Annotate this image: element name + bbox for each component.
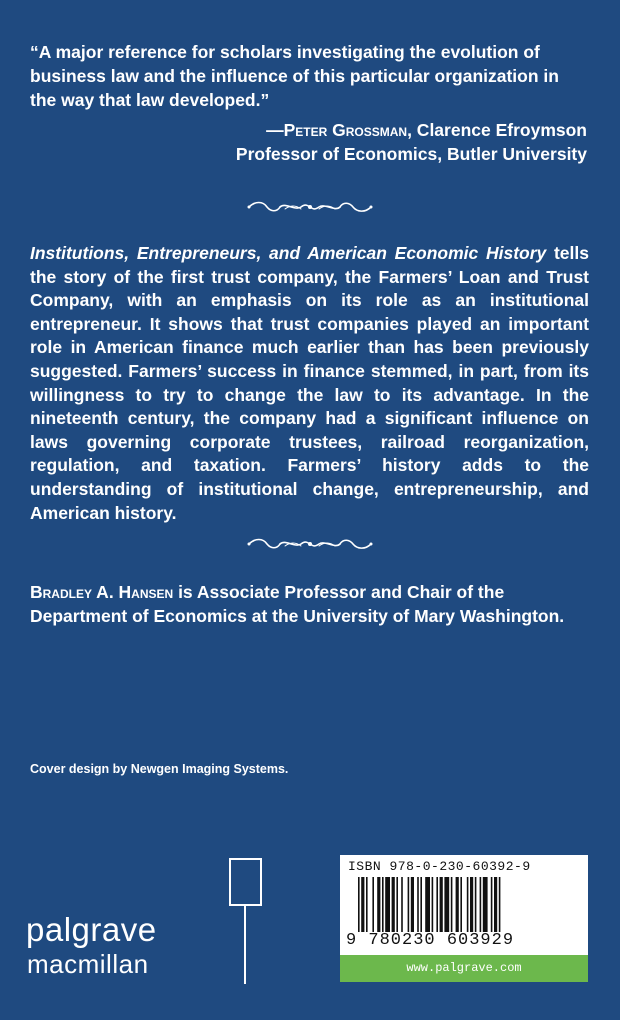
attribution-title-line2: Professor of Economics, Butler University	[235, 144, 587, 164]
barcode-icon	[358, 877, 558, 932]
book-description	[30, 242, 589, 525]
isbn-label: ISBN 978-0-230-60392-9	[348, 859, 531, 874]
author-name: Bradley A. Hansen	[30, 582, 174, 602]
author-bio	[30, 581, 590, 628]
publisher-imprint: macmillan	[27, 949, 149, 979]
attribution-title-line1: , Clarence Efroymson	[407, 120, 587, 140]
cover-design-credit: Cover design by Newgen Imaging Systems.	[30, 762, 289, 776]
barcode-panel	[340, 855, 588, 955]
book-title: Institutions, Entrepreneurs, and American Economic History	[30, 243, 547, 263]
palgrave-logo-line	[244, 906, 246, 984]
publisher-website: www.palgrave.com	[340, 955, 588, 982]
review-quote: “A major reference for scholars investigating the evolution of business law and the influence of this particular organization in the way that law developed.”	[30, 42, 559, 110]
bio-text: is Associate Professor and Chair of the Department of Economics at the University of Mary Washington.	[30, 582, 565, 626]
ornament-divider-icon	[245, 197, 375, 217]
publisher-name: palgrave	[26, 911, 157, 948]
ornament-divider-icon	[245, 534, 375, 554]
palgrave-logo-icon	[229, 858, 262, 906]
attribution-dash: —	[266, 120, 284, 140]
attribution-name: Peter Grossman	[283, 120, 408, 140]
barcode-digits: 9 780230 603929	[346, 931, 515, 950]
description-body: tells the story of the first trust company, the Farmers’ Loan and Trust Company, with an emphasis on its role as an institutional entrepreneur. It shows that trust companies played an important role in American finance much earlier than has been previously suggested. Farmers’ success in finance stemmed, in part, from its willingness to try to change the law to its advantage. In the nineteenth century, the company had a significant influence on laws governing corporate trustees, railroad reorganization, regulation, and taxation. Farmers’ history adds to the understanding of institutional change, entrepreneurship, and American history.	[30, 243, 589, 523]
quote-attribution	[67, 118, 587, 166]
